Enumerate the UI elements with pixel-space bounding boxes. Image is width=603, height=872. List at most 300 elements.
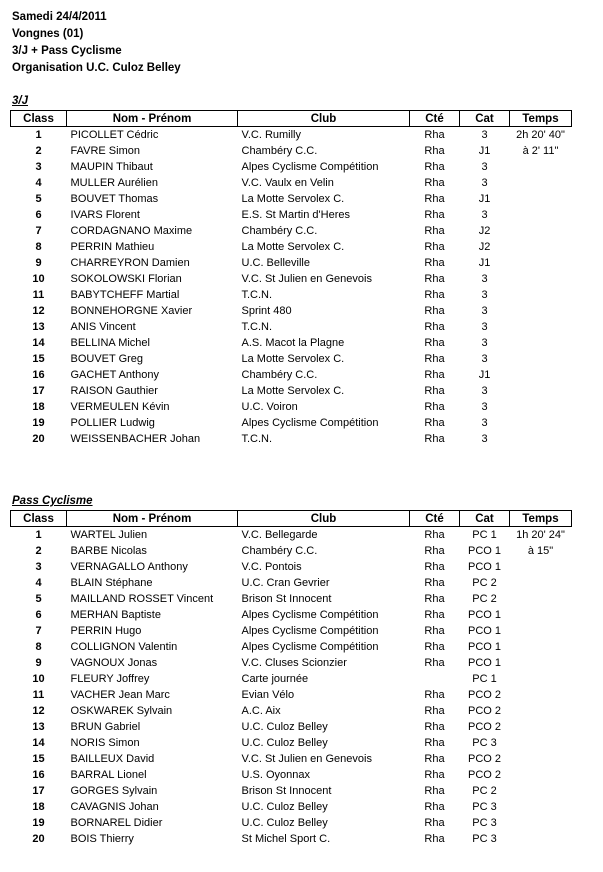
club-cell: Chambéry C.C. xyxy=(241,145,318,157)
category-cell: PC 2 xyxy=(472,593,497,605)
col-header-cte: Cté xyxy=(410,511,460,527)
rider-name-cell: WEISSENBACHER Johan xyxy=(70,433,201,445)
rider-name-cell: BRUN Gabriel xyxy=(70,721,141,733)
committee-cell: Rha xyxy=(424,369,445,381)
col-header-class: Class xyxy=(11,111,67,127)
time-cell: à 15" xyxy=(527,545,554,557)
category-cell: J2 xyxy=(478,241,491,253)
rank-cell: 14 xyxy=(32,337,45,349)
rank-cell: 1 xyxy=(35,129,42,141)
table-row xyxy=(11,287,572,303)
time-cell xyxy=(510,591,572,607)
rider-name-cell: OSKWAREK Sylvain xyxy=(70,705,173,717)
committee-cell: Rha xyxy=(424,593,445,605)
rank-cell: 14 xyxy=(32,737,45,749)
time-cell xyxy=(510,783,572,799)
category-cell: 3 xyxy=(481,417,488,429)
time-cell xyxy=(510,671,572,687)
rider-name-cell: IVARS Florent xyxy=(70,209,140,221)
rank-cell: 15 xyxy=(32,753,45,765)
table-row xyxy=(11,239,572,255)
category-cell: PC 3 xyxy=(472,833,497,845)
rider-name-cell: MAILLAND ROSSET Vincent xyxy=(70,593,214,605)
category-cell: 3 xyxy=(481,401,488,413)
table-row xyxy=(11,335,572,351)
committee-cell: Rha xyxy=(424,625,445,637)
category-cell: 3 xyxy=(481,129,488,141)
category-cell: PCO 1 xyxy=(467,641,501,653)
category-cell: PCO 1 xyxy=(467,545,501,557)
time-cell xyxy=(510,639,572,655)
table-row xyxy=(11,191,572,207)
rank-cell: 3 xyxy=(35,161,42,173)
table-row xyxy=(11,271,572,287)
committee-cell: Rha xyxy=(424,689,445,701)
rider-name-cell: VERNAGALLO Anthony xyxy=(70,561,188,573)
rider-name-cell: BOUVET Thomas xyxy=(70,193,159,205)
committee-cell: Rha xyxy=(424,401,445,413)
club-cell: U.C. Culoz Belley xyxy=(241,737,328,749)
table-row xyxy=(11,127,572,144)
time-cell xyxy=(510,751,572,767)
table-row xyxy=(11,255,572,271)
rank-cell: 19 xyxy=(32,417,45,429)
club-cell: La Motte Servolex C. xyxy=(241,193,345,205)
rider-name-cell: RAISON Gauthier xyxy=(70,385,158,397)
table-row xyxy=(11,303,572,319)
club-cell: Chambéry C.C. xyxy=(241,545,318,557)
table-row xyxy=(11,399,572,415)
rank-cell: 18 xyxy=(32,801,45,813)
club-cell: T.C.N. xyxy=(241,321,273,333)
club-cell: T.C.N. xyxy=(241,433,273,445)
section-title-pass-cyclisme: Pass Cyclisme xyxy=(12,495,93,507)
rank-cell: 2 xyxy=(35,145,42,157)
time-cell xyxy=(510,623,572,639)
table-row xyxy=(11,799,572,815)
table-row xyxy=(11,223,572,239)
document-header xyxy=(12,9,181,77)
category-cell: PC 1 xyxy=(472,673,497,685)
committee-cell: Rha xyxy=(424,721,445,733)
time-cell xyxy=(510,175,572,191)
club-cell: U.C. Culoz Belley xyxy=(241,817,328,829)
rank-cell: 5 xyxy=(35,193,42,205)
category-cell: PCO 1 xyxy=(467,657,501,669)
rank-cell: 2 xyxy=(35,545,42,557)
rank-cell: 7 xyxy=(35,225,42,237)
committee-cell: Rha xyxy=(424,417,445,429)
col-header-temps: Temps xyxy=(510,511,572,527)
table-row xyxy=(11,431,572,447)
time-cell xyxy=(510,287,572,303)
time-cell: à 2' 11" xyxy=(522,145,559,157)
committee-cell: Rha xyxy=(424,353,445,365)
table-row xyxy=(11,575,572,591)
time-cell xyxy=(510,271,572,287)
rider-name-cell: BABYTCHEFF Martial xyxy=(70,289,180,301)
table-row xyxy=(11,543,572,559)
time-cell: 1h 20' 24" xyxy=(516,529,565,541)
club-cell: Alpes Cyclisme Compétition xyxy=(241,417,379,429)
table-row xyxy=(11,735,572,751)
col-header-class: Class xyxy=(11,511,67,527)
time-cell xyxy=(510,367,572,383)
committee-cell: Rha xyxy=(424,641,445,653)
category-cell: PCO 2 xyxy=(467,705,501,717)
time-cell xyxy=(510,559,572,575)
category-cell: 3 xyxy=(481,305,488,317)
category-cell: J1 xyxy=(478,193,491,205)
category-cell: 3 xyxy=(481,161,488,173)
club-cell: St Michel Sport C. xyxy=(241,833,331,845)
rank-cell: 6 xyxy=(35,209,42,221)
time-cell xyxy=(510,335,572,351)
rider-name-cell: VAGNOUX Jonas xyxy=(70,657,158,669)
table-header-row xyxy=(11,511,572,527)
rider-name-cell: ANIS Vincent xyxy=(70,321,136,333)
rank-cell: 3 xyxy=(35,561,42,573)
committee-cell: Rha xyxy=(424,657,445,669)
time-cell xyxy=(510,719,572,735)
rider-name-cell: CAVAGNIS Johan xyxy=(70,801,159,813)
table-header-row xyxy=(11,111,572,127)
committee-cell xyxy=(410,671,460,687)
table-row xyxy=(11,655,572,671)
category-cell: J2 xyxy=(478,225,491,237)
category-cell: PC 3 xyxy=(472,801,497,813)
committee-cell: Rha xyxy=(424,433,445,445)
rider-name-cell: BORNAREL Didier xyxy=(70,817,163,829)
committee-cell: Rha xyxy=(424,833,445,845)
committee-cell: Rha xyxy=(424,577,445,589)
time-cell xyxy=(510,687,572,703)
category-cell: 3 xyxy=(481,209,488,221)
committee-cell: Rha xyxy=(424,145,445,157)
time-cell xyxy=(510,255,572,271)
committee-cell: Rha xyxy=(424,337,445,349)
results-table-pass-cyclisme xyxy=(10,510,572,847)
committee-cell: Rha xyxy=(424,225,445,237)
rider-name-cell: POLLIER Ludwig xyxy=(70,417,155,429)
club-cell: V.C. Bellegarde xyxy=(241,529,318,541)
rider-name-cell: GORGES Sylvain xyxy=(70,785,158,797)
club-cell: T.C.N. xyxy=(241,289,273,301)
table-row xyxy=(11,527,572,544)
rank-cell: 4 xyxy=(35,577,42,589)
table-row xyxy=(11,367,572,383)
table-row xyxy=(11,719,572,735)
club-cell: Brison St Innocent xyxy=(241,593,332,605)
table-row xyxy=(11,639,572,655)
rider-name-cell: CHARREYRON Damien xyxy=(70,257,190,269)
col-header-name: Nom - Prénom xyxy=(67,111,238,127)
committee-cell: Rha xyxy=(424,257,445,269)
club-cell: U.C. Culoz Belley xyxy=(241,801,328,813)
committee-cell: Rha xyxy=(424,737,445,749)
rider-name-cell: BAILLEUX David xyxy=(70,753,155,765)
club-cell: U.C. Cran Gevrier xyxy=(241,577,330,589)
club-cell: A.C. Aix xyxy=(241,705,281,717)
time-cell xyxy=(510,191,572,207)
rank-cell: 17 xyxy=(32,785,45,797)
club-cell: Evian Vélo xyxy=(241,689,295,701)
time-cell xyxy=(510,575,572,591)
club-cell: Sprint 480 xyxy=(241,305,292,317)
table-row xyxy=(11,703,572,719)
time-cell xyxy=(510,383,572,399)
club-cell: U.C. Belleville xyxy=(241,257,310,269)
committee-cell: Rha xyxy=(424,241,445,253)
table-row xyxy=(11,671,572,687)
club-cell: La Motte Servolex C. xyxy=(241,353,345,365)
club-cell: Alpes Cyclisme Compétition xyxy=(241,641,379,653)
rider-name-cell: VACHER Jean Marc xyxy=(70,689,170,701)
table-row xyxy=(11,623,572,639)
rider-name-cell: PERRIN Hugo xyxy=(70,625,142,637)
rider-name-cell: SOKOLOWSKI Florian xyxy=(70,273,182,285)
committee-cell: Rha xyxy=(424,209,445,221)
rider-name-cell: FLEURY Joffrey xyxy=(70,673,150,685)
table-row xyxy=(11,591,572,607)
rider-name-cell: WARTEL Julien xyxy=(70,529,148,541)
rider-name-cell: NORIS Simon xyxy=(70,737,140,749)
results-table-3j xyxy=(10,110,572,447)
committee-cell: Rha xyxy=(424,769,445,781)
time-cell xyxy=(510,735,572,751)
time-cell xyxy=(510,239,572,255)
time-cell xyxy=(510,351,572,367)
rider-name-cell: BARBE Nicolas xyxy=(70,545,147,557)
time-cell xyxy=(510,431,572,447)
rank-cell: 17 xyxy=(32,385,45,397)
category-cell: PC 3 xyxy=(472,817,497,829)
club-cell: U.C. Voiron xyxy=(241,401,298,413)
rank-cell: 16 xyxy=(32,769,45,781)
rank-cell: 12 xyxy=(32,305,45,317)
committee-cell: Rha xyxy=(424,193,445,205)
table-row xyxy=(11,415,572,431)
time-cell xyxy=(510,655,572,671)
table-row xyxy=(11,351,572,367)
committee-cell: Rha xyxy=(424,561,445,573)
club-cell: U.S. Oyonnax xyxy=(241,769,310,781)
rank-cell: 8 xyxy=(35,241,42,253)
table-row xyxy=(11,175,572,191)
col-header-cat: Cat xyxy=(460,111,510,127)
rank-cell: 12 xyxy=(32,705,45,717)
header-date: Samedi 24/4/2011 xyxy=(12,11,107,23)
club-cell: V.C. St Julien en Genevois xyxy=(241,273,372,285)
time-cell xyxy=(510,399,572,415)
rider-name-cell: GACHET Anthony xyxy=(70,369,159,381)
committee-cell: Rha xyxy=(424,545,445,557)
category-cell: PCO 1 xyxy=(467,561,501,573)
time-cell xyxy=(510,319,572,335)
table-row xyxy=(11,383,572,399)
rider-name-cell: BELLINA Michel xyxy=(70,337,150,349)
col-header-temps: Temps xyxy=(510,111,572,127)
time-cell xyxy=(510,831,572,847)
category-cell: PC 2 xyxy=(472,577,497,589)
col-header-cte: Cté xyxy=(410,111,460,127)
category-cell: 3 xyxy=(481,177,488,189)
club-cell: A.S. Macot la Plagne xyxy=(241,337,345,349)
committee-cell: Rha xyxy=(424,177,445,189)
rank-cell: 7 xyxy=(35,625,42,637)
rank-cell: 19 xyxy=(32,817,45,829)
rank-cell: 16 xyxy=(32,369,45,381)
time-cell xyxy=(510,159,572,175)
time-cell xyxy=(510,207,572,223)
rank-cell: 15 xyxy=(32,353,45,365)
rank-cell: 10 xyxy=(32,673,45,685)
rank-cell: 5 xyxy=(35,593,42,605)
rank-cell: 18 xyxy=(32,401,45,413)
rider-name-cell: FAVRE Simon xyxy=(70,145,140,157)
category-cell: PCO 1 xyxy=(467,609,501,621)
club-cell: V.C. Rumilly xyxy=(241,129,301,141)
rider-name-cell: PERRIN Mathieu xyxy=(70,241,155,253)
category-cell: PC 1 xyxy=(472,529,497,541)
category-cell: J1 xyxy=(478,145,491,157)
rider-name-cell: COLLIGNON Valentin xyxy=(70,641,178,653)
table-row xyxy=(11,783,572,799)
header-organisation: Organisation U.C. Culoz Belley xyxy=(12,62,181,74)
committee-cell: Rha xyxy=(424,289,445,301)
category-cell: PCO 2 xyxy=(467,769,501,781)
time-cell xyxy=(510,415,572,431)
committee-cell: Rha xyxy=(424,385,445,397)
category-cell: J1 xyxy=(478,369,491,381)
col-header-club: Club xyxy=(238,111,410,127)
committee-cell: Rha xyxy=(424,705,445,717)
rank-cell: 10 xyxy=(32,273,45,285)
category-cell: PCO 2 xyxy=(467,721,501,733)
category-cell: 3 xyxy=(481,385,488,397)
club-cell: Alpes Cyclisme Compétition xyxy=(241,609,379,621)
committee-cell: Rha xyxy=(424,273,445,285)
table-row xyxy=(11,159,572,175)
rank-cell: 13 xyxy=(32,321,45,333)
rider-name-cell: BLAIN Stéphane xyxy=(70,577,153,589)
rider-name-cell: MAUPIN Thibaut xyxy=(70,161,153,173)
category-cell: PCO 1 xyxy=(467,625,501,637)
club-cell: V.C. St Julien en Genevois xyxy=(241,753,372,765)
club-cell: Alpes Cyclisme Compétition xyxy=(241,625,379,637)
club-cell: V.C. Pontois xyxy=(241,561,302,573)
table-row xyxy=(11,751,572,767)
table-row xyxy=(11,207,572,223)
committee-cell: Rha xyxy=(424,785,445,797)
rank-cell: 13 xyxy=(32,721,45,733)
club-cell: Chambéry C.C. xyxy=(241,225,318,237)
time-cell: 2h 20' 40" xyxy=(516,129,565,141)
rider-name-cell: BONNEHORGNE Xavier xyxy=(70,305,193,317)
table-row xyxy=(11,607,572,623)
section-title-3j: 3/J xyxy=(12,95,28,107)
time-cell xyxy=(510,303,572,319)
club-cell: La Motte Servolex C. xyxy=(241,385,345,397)
category-cell: PC 2 xyxy=(472,785,497,797)
committee-cell: Rha xyxy=(424,609,445,621)
category-cell: PCO 2 xyxy=(467,689,501,701)
club-cell: V.C. Vaulx en Velin xyxy=(241,177,334,189)
rank-cell: 6 xyxy=(35,609,42,621)
club-cell: Carte journée xyxy=(241,673,309,685)
category-cell: 3 xyxy=(481,321,488,333)
table-row xyxy=(11,143,572,159)
committee-cell: Rha xyxy=(424,161,445,173)
rider-name-cell: PICOLLET Cédric xyxy=(70,129,159,141)
time-cell xyxy=(510,799,572,815)
table-row xyxy=(11,559,572,575)
table-row xyxy=(11,319,572,335)
rank-cell: 8 xyxy=(35,641,42,653)
table-row xyxy=(11,815,572,831)
category-cell: PCO 2 xyxy=(467,753,501,765)
club-cell: U.C. Culoz Belley xyxy=(241,721,328,733)
category-cell: 3 xyxy=(481,273,488,285)
col-header-name: Nom - Prénom xyxy=(67,511,238,527)
category-cell: 3 xyxy=(481,353,488,365)
time-cell xyxy=(510,703,572,719)
committee-cell: Rha xyxy=(424,529,445,541)
club-cell: Chambéry C.C. xyxy=(241,369,318,381)
rank-cell: 11 xyxy=(32,289,45,301)
category-cell: J1 xyxy=(478,257,491,269)
committee-cell: Rha xyxy=(424,817,445,829)
rank-cell: 20 xyxy=(32,433,45,445)
rider-name-cell: BOIS Thierry xyxy=(70,833,134,845)
rider-name-cell: BOUVET Greg xyxy=(70,353,144,365)
rider-name-cell: BARRAL Lionel xyxy=(70,769,147,781)
table-row xyxy=(11,767,572,783)
header-location: Vongnes (01) xyxy=(12,28,84,40)
category-cell: 3 xyxy=(481,337,488,349)
committee-cell: Rha xyxy=(424,305,445,317)
rank-cell: 11 xyxy=(32,689,45,701)
rider-name-cell: MULLER Aurélien xyxy=(70,177,158,189)
rank-cell: 1 xyxy=(35,529,42,541)
rank-cell: 20 xyxy=(32,833,45,845)
col-header-club: Club xyxy=(238,511,410,527)
rider-name-cell: VERMEULEN Kévin xyxy=(70,401,170,413)
table-row xyxy=(11,831,572,847)
club-cell: Alpes Cyclisme Compétition xyxy=(241,161,379,173)
time-cell xyxy=(510,607,572,623)
rank-cell: 9 xyxy=(35,257,42,269)
category-cell: PC 3 xyxy=(472,737,497,749)
rank-cell: 4 xyxy=(35,177,42,189)
time-cell xyxy=(510,815,572,831)
time-cell xyxy=(510,223,572,239)
club-cell: Brison St Innocent xyxy=(241,785,332,797)
category-cell: 3 xyxy=(481,289,488,301)
committee-cell: Rha xyxy=(424,321,445,333)
rank-cell: 9 xyxy=(35,657,42,669)
club-cell: V.C. Cluses Scionzier xyxy=(241,657,347,669)
rider-name-cell: CORDAGNANO Maxime xyxy=(70,225,193,237)
committee-cell: Rha xyxy=(424,801,445,813)
table-row xyxy=(11,687,572,703)
col-header-cat: Cat xyxy=(460,511,510,527)
club-cell: La Motte Servolex C. xyxy=(241,241,345,253)
header-races: 3/J + Pass Cyclisme xyxy=(12,45,122,57)
category-cell: 3 xyxy=(481,433,488,445)
committee-cell: Rha xyxy=(424,129,445,141)
rider-name-cell: MERHAN Baptiste xyxy=(70,609,161,621)
